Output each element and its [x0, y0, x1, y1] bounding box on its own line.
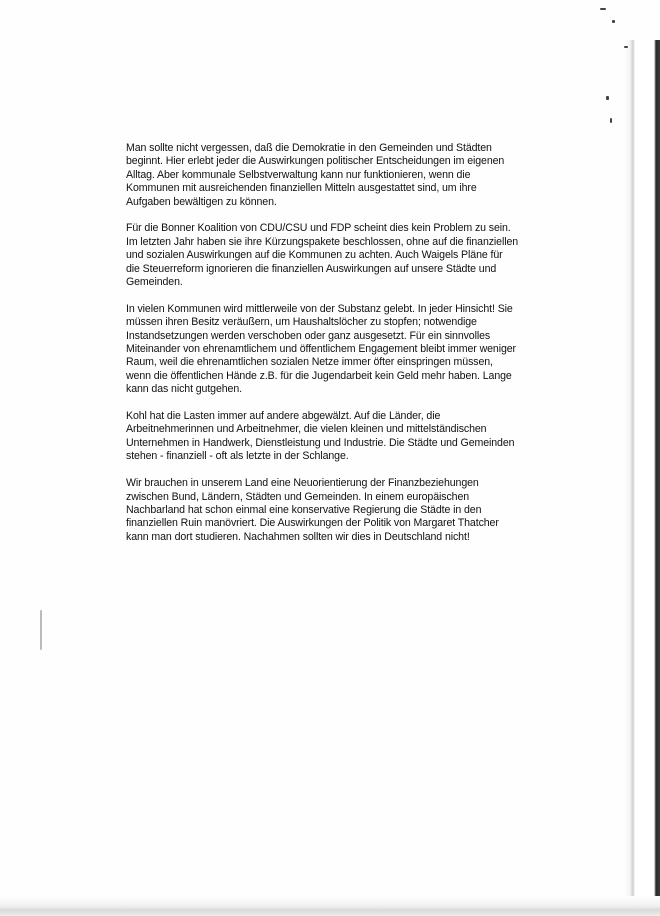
- scan-speck: [606, 96, 609, 100]
- paragraph-2: Für die Bonner Koalition von CDU/CSU und FDP scheint dies kein Problem zu sein. Im letzten Jahr haben sie ihre Kürzungspakete beschlossen, ohne auf die finanziellen und sozialen Auswirkungen auf die Kommunen zu achten. Auch Waigels Pläne für die Steuerreform ignorieren die finanziellen Auswirkungen auf unsere Städte und Gemeinden.: [126, 222, 519, 289]
- scan-speck: [624, 46, 628, 48]
- paragraph-4: Kohl hat die Lasten immer auf andere abgewälzt. Auf die Länder, die Arbeitnehmerinnen und Arbeitnehmer, die vielen kleinen und mittelständischen Unternehmen in Handwerk, Dienstleistung und Industrie. Die Städte und Gemeinden stehen - finanziell - oft als letzte in der Schlange.: [126, 410, 515, 463]
- scan-edge-right: [624, 40, 660, 916]
- letter-body: [126, 142, 568, 558]
- scan-speck: [600, 8, 606, 10]
- paragraph-1: Man sollte nicht vergessen, daß die Demokratie in den Gemeinden und Städten beginnt. Hier erlebt jeder die Auswirkungen politischer Entscheidungen im eigenen Alltag. Aber kommunale Selbstverwaltung kann nur funktionieren, wenn die Kommunen mit ausreichenden finanziellen Mitteln ausgestattet sind, um ihre Aufgaben bewältigen zu können.: [126, 142, 505, 208]
- scan-edge-bottom: [0, 896, 660, 916]
- paragraph-3: In vielen Kommunen wird mittlerweile von der Substanz gelebt. In jeder Hinsicht! Sie müssen ihren Besitz veräußern, um Haushaltslöcher zu stopfen; notwendige Instandsetzungen werden verschoben oder ganz ausgesetzt. Für ein sinnvolles Miteinander von ehrenamtlichem und öffentlichem Engagement bleibt immer weniger Raum, weil die ehrenamtlichen sozialen Netze immer öfter einspringen müssen, wenn die öffentlichen Hände z.B. für die Jugendarbeit kein Geld mehr haben. Lange kann das nicht gutgehen.: [126, 302, 516, 396]
- scan-speck: [612, 20, 615, 23]
- scan-speck: [610, 118, 612, 123]
- scan-speck: [40, 610, 42, 650]
- paragraph-5: Wir brauchen in unserem Land eine Neuorientierung der Finanzbeziehungen zwischen Bund, Ländern, Städten und Gemeinden. In einem europäischen Nachbarland hat schon einmal eine konservative Regierung die Städte in den finanziellen Ruin manövriert. Die Auswirkungen der Politik von Margaret Thatcher kann man dort studieren. Nachahmen sollten wir dies in Deutschland nicht!: [126, 477, 499, 543]
